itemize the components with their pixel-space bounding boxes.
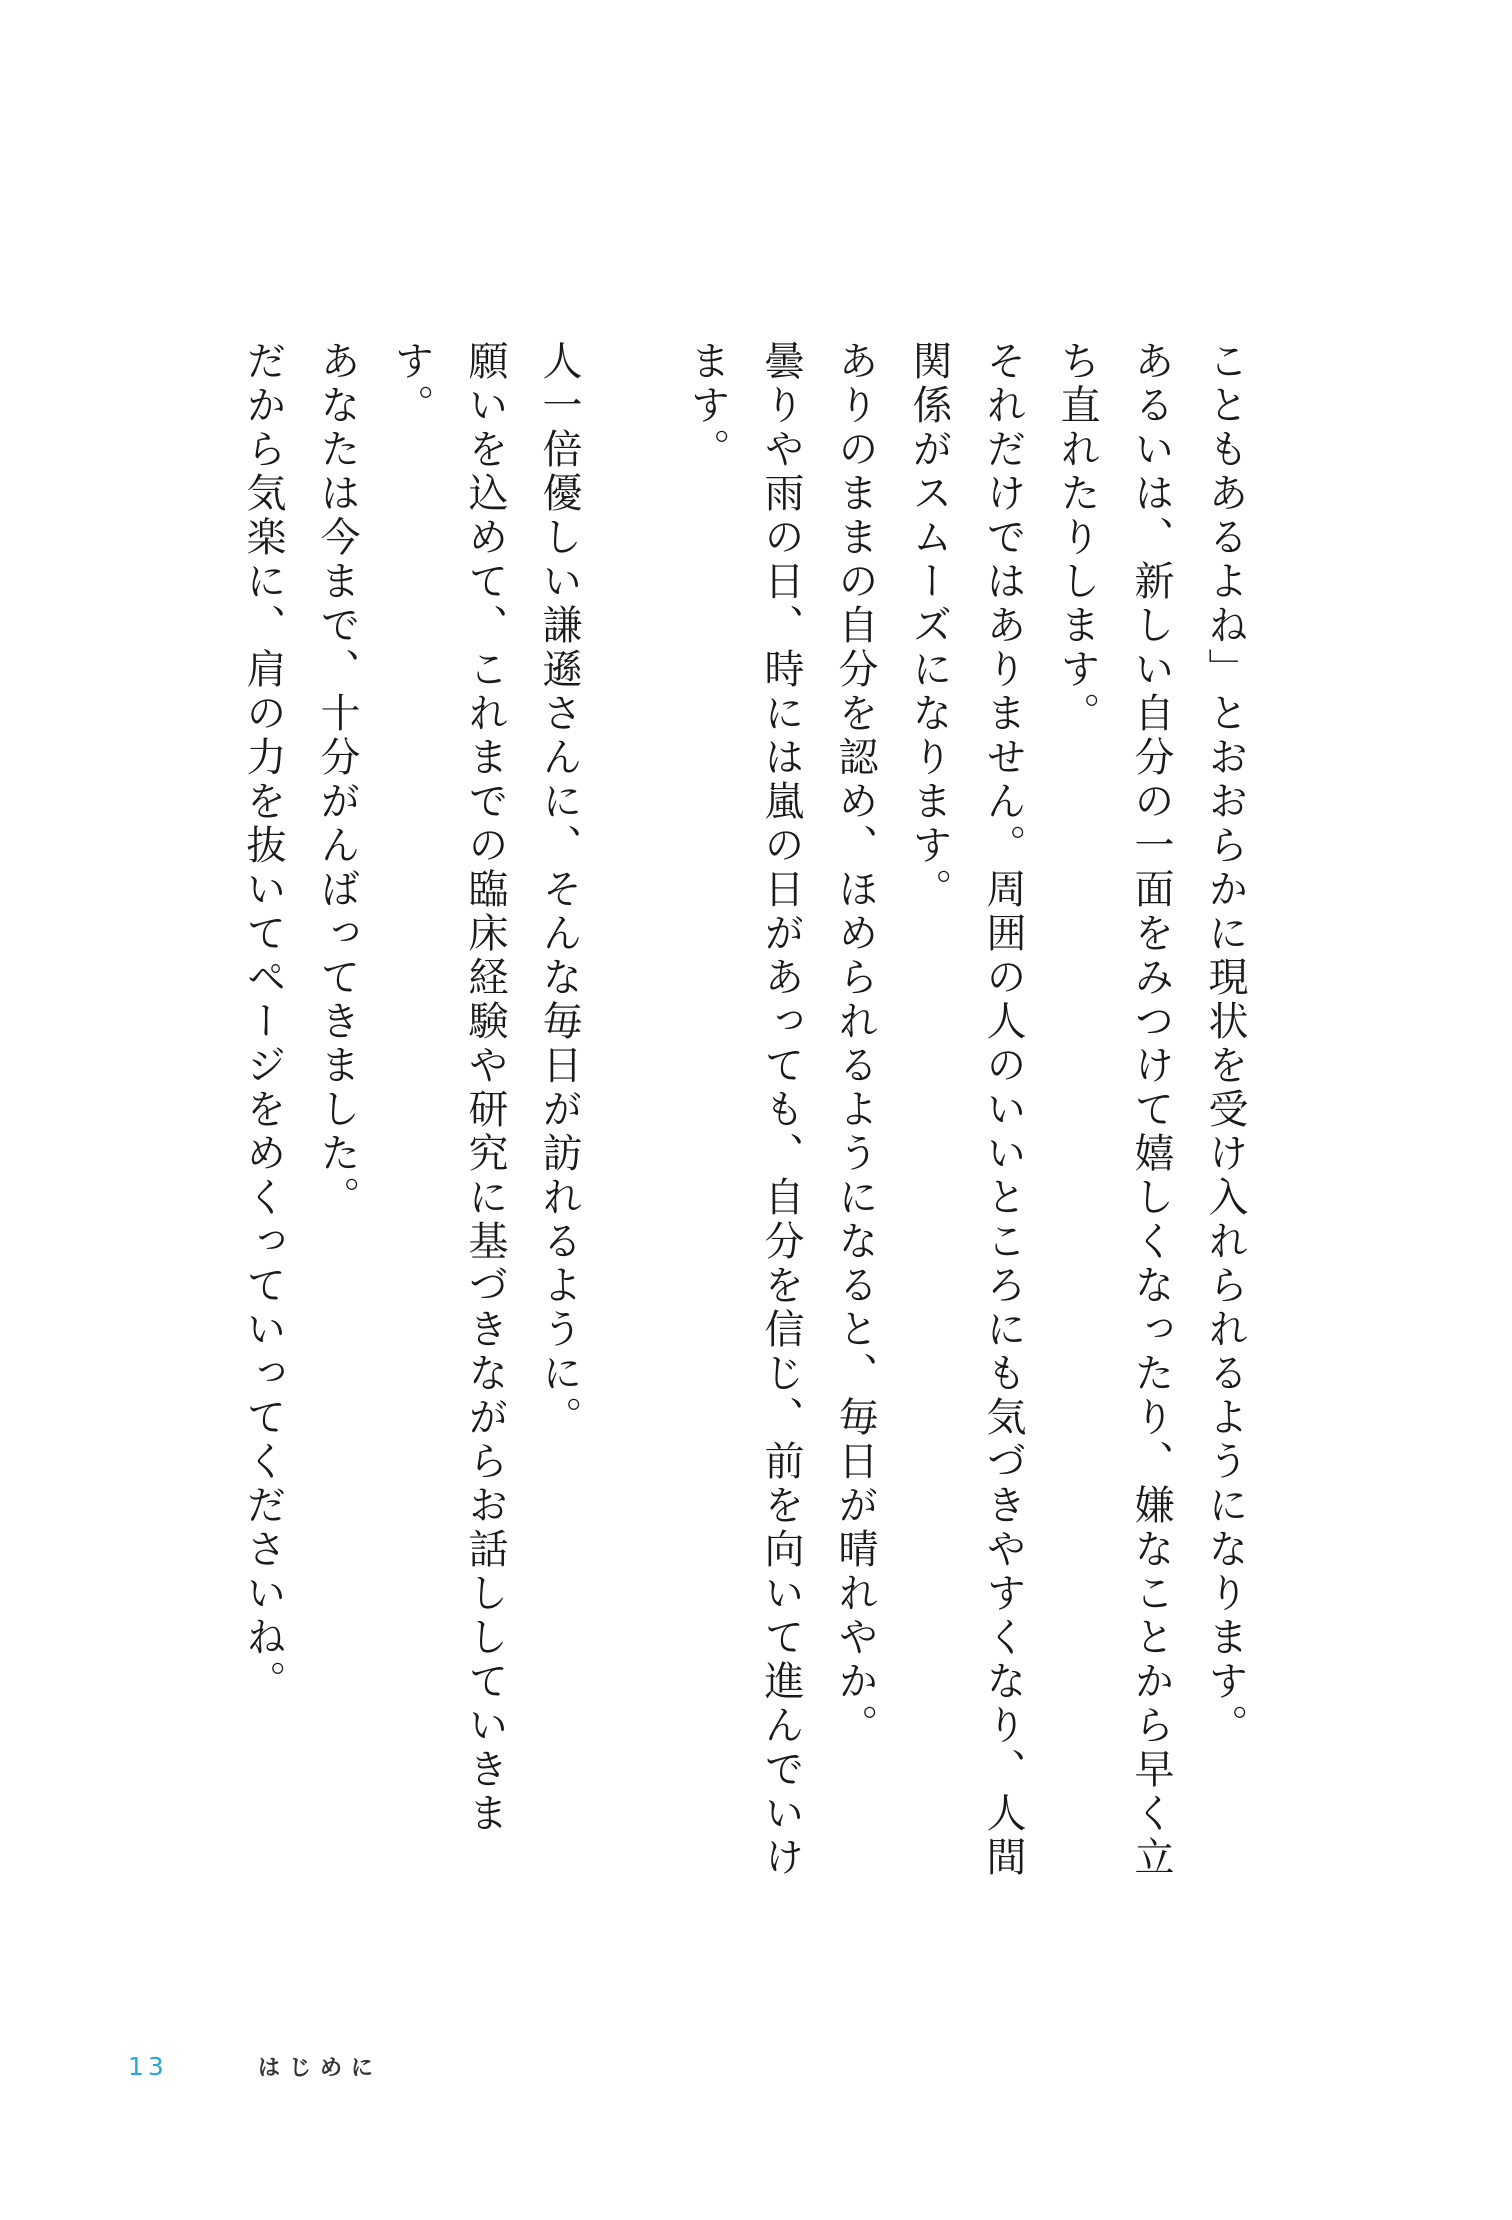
paragraph: こともあるよね」とおおらかに現状を受け入れられるようになります。 bbox=[1202, 340, 1248, 1748]
page-number: 13 bbox=[128, 2051, 168, 2081]
paragraph: 人一倍優しい謙遜さんに、そんな毎日が訪れるように。 願いを込めて、これまでの臨床経験や研究に基づきながらお話ししていきます。 あなたは今まで、十分がんばってきました。 だから気楽に、肩の力を抜いてページをめくっていってくださいね。 bbox=[240, 340, 582, 1836]
paragraph: あるいは、新しい自分の一面をみつけて嬉しくなったり、嫌なことから早く立 ち直れたりします。 bbox=[1054, 340, 1174, 1880]
paragraph: それだけではありません。周囲の人のいいところにも気づきやすくなり、人間 関係がスムーズになります。 bbox=[906, 340, 1026, 1880]
paragraph: ありのままの自分を認め、ほめられるようになると、毎日が晴れやか。 曇りや雨の日、時には嵐の日があっても、自分を信じ、前を向いて進んでいけ ます。 bbox=[684, 340, 878, 1880]
section-title: はじめに bbox=[258, 2055, 383, 2081]
page-footer bbox=[128, 2048, 382, 2084]
body-text bbox=[152, 340, 1262, 1900]
